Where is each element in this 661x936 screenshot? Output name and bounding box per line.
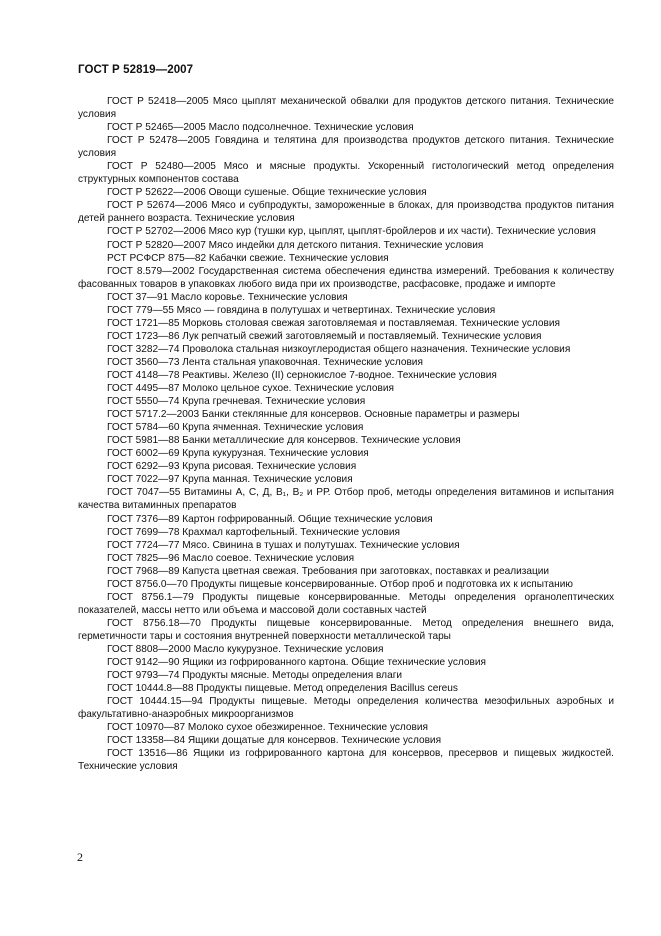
reference-item: ГОСТ 6292—93 Крупа рисовая. Технические условия (107, 461, 357, 473)
reference-item: ГОСТ 4495—87 Молоко цельное сухое. Технические условия (107, 383, 395, 395)
reference-item: ГОСТ 9793—74 Продукты мясные. Методы определения влаги (107, 670, 403, 682)
reference-item: ГОСТ 1721—85 Морковь столовая свежая заготовляемая и поставляемая. Технические условия (107, 317, 560, 329)
reference-item: ГОСТ 37—91 Масло коровье. Технические условия (107, 291, 348, 303)
reference-item: ГОСТ 779—55 Мясо — говядина в полутушах и четвертинах. Технические условия (107, 304, 496, 316)
reference-item: ГОСТ 8756.0—70 Продукты пищевые консервированные. Отбор проб и подготовка их к испытанию (107, 578, 573, 590)
reference-item: ГОСТ 7022—97 Крупа манная. Технические условия (107, 474, 353, 486)
page-number: 2 (77, 850, 83, 864)
reference-item: ГОСТ 7376—89 Картон гофрированный. Общие технические условия (107, 513, 433, 525)
reference-item: ГОСТ Р 52674—2006 Мясо и субпродукты, замороженные в блоках, для производства продуктов питания детей раннего возраста. Технические условия (78, 200, 614, 225)
reference-item: ГОСТ Р 52478—2005 Говядина и телятина для производства продуктов детского питания. Технические условия (78, 135, 614, 160)
reference-item: ГОСТ 8756.18—70 Продукты пищевые консервированные. Метод определения внешнего вида, герметичности тары и состояния внутренней поверхности металлической тары (78, 617, 614, 642)
reference-item: ГОСТ 1723—86 Лук репчатый свежий заготовляемый и поставляемый. Технические условия (107, 330, 542, 342)
reference-item: ГОСТ 5550—74 Крупа гречневая. Технические условия (107, 396, 366, 408)
reference-item: ГОСТ 7968—89 Капуста цветная свежая. Требования при заготовках, поставках и реализации (107, 565, 550, 577)
reference-item: ГОСТ Р 52820—2007 Мясо индейки для детского питания. Технические условия (107, 239, 484, 251)
reference-item: ГОСТ Р 52622—2006 Овощи сушеные. Общие технические условия (107, 187, 427, 199)
reference-item: ГОСТ Р 52702—2006 Мясо кур (тушки кур, цыплят, цыплят-бройлеров и их части). Технические условия (107, 226, 596, 238)
reference-item: ГОСТ 13516—86 Ящики из гофрированного картона для консервов, пресервов и пищевых жидкостей. Технические условия (78, 748, 614, 773)
reference-item: ГОСТ 13358—84 Ящики дощатые для консервов. Технические условия (107, 735, 442, 747)
normative-references-list (78, 95, 614, 773)
reference-item: ГОСТ 5784—60 Крупа ячменная. Технические условия (107, 422, 364, 434)
reference-item: ГОСТ 5717.2—2003 Банки стеклянные для консервов. Основные параметры и размеры (107, 409, 520, 421)
reference-item: ГОСТ 10970—87 Молоко сухое обезжиренное. Технические условия (107, 722, 429, 734)
reference-item: ГОСТ 7699—78 Крахмал картофельный. Технические условия (107, 526, 400, 538)
reference-item: ГОСТ 8.579—2002 Государственная система обеспечения единства измерений. Требования к количеству фасованных товаров в упаковках любого вида при их производстве, расфасовке, продаже и импорте (78, 265, 614, 290)
reference-item: ГОСТ Р 52465—2005 Масло подсолнечное. Технические условия (107, 122, 414, 134)
reference-item: ГОСТ 9142—90 Ящики из гофрированного картона. Общие технические условия (107, 657, 486, 669)
reference-item: ГОСТ 3560—73 Лента стальная упаковочная. Технические условия (107, 356, 423, 368)
page-header-title: ГОСТ Р 52819—2007 (78, 64, 194, 76)
reference-item: ГОСТ Р 52418—2005 Мясо цыплят механической обвалки для продуктов детского питания. Технические условия (78, 96, 614, 121)
reference-item: ГОСТ 8808—2000 Масло кукурузное. Технические условия (107, 643, 384, 655)
reference-item: ГОСТ 10444.15—94 Продукты пищевые. Методы определения количества мезофильных аэробных и факультативно-анаэробных микроорганизмов (78, 696, 614, 721)
reference-item: ГОСТ Р 52480—2005 Мясо и мясные продукты. Ускоренный гистологический метод определения структурных компонентов состава (78, 161, 614, 186)
reference-item: ГОСТ 10444.8—88 Продукты пищевые. Метод определения Bacillus cereus (107, 683, 458, 695)
reference-item: ГОСТ 7724—77 Мясо. Свинина в тушах и полутушах. Технические условия (107, 539, 460, 551)
reference-item: РСТ РСФСР 875—82 Кабачки свежие. Технические условия (107, 252, 389, 264)
reference-item: ГОСТ 6002—69 Крупа кукурузная. Технические условия (107, 448, 369, 460)
reference-item: ГОСТ 5981—88 Банки металлические для консервов. Технические условия (107, 435, 461, 447)
reference-item: ГОСТ 4148—78 Реактивы. Железо (II) сернокислое 7-водное. Технические условия (107, 369, 497, 381)
reference-item: ГОСТ 7047—55 Витамины А, С, Д, В₁, В₂ и РР. Отбор проб, методы определения витаминов и испытания качества витаминных препаратов (78, 487, 614, 512)
reference-item: ГОСТ 3282—74 Проволока стальная низкоуглеродистая общего назначения. Технические условия (107, 343, 571, 355)
reference-item: ГОСТ 7825—96 Масло соевое. Технические условия (107, 552, 355, 564)
reference-item: ГОСТ 8756.1—79 Продукты пищевые консервированные. Методы определения органолептических показателей, массы нетто или объема и массовой доли составных частей (78, 591, 614, 616)
